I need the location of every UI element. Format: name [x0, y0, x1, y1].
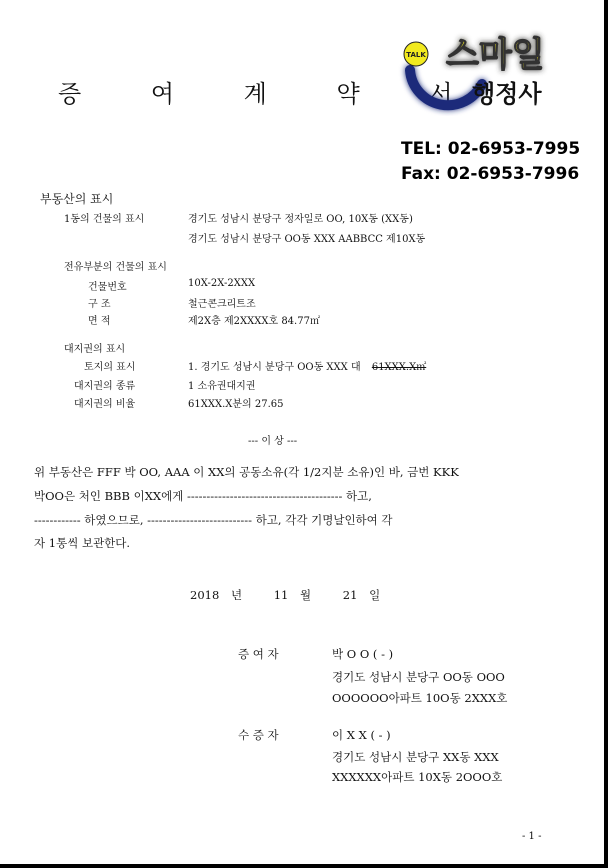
donor-address-2: OOOOOO아파트 10O동 2XXX호 [332, 691, 508, 705]
land-heading: 대지권의 표시 [64, 344, 126, 355]
date-year-unit: 년 [230, 588, 243, 602]
building-label: 1동의 건물의 표시 [64, 214, 145, 225]
end-marker: --- 이 상 --- [248, 436, 298, 447]
unit-row-value: 제2X층 제2XXXX호 84.77㎡ [188, 316, 320, 327]
land-row-value: 1 소유권대지권 [188, 381, 256, 392]
donee-name: 이 X X ( - ) [332, 728, 391, 742]
donee-address-1: 경기도 성남시 분당구 XX동 XXX [332, 750, 499, 764]
unit-row-value: 10X-2X-2XXX [188, 278, 256, 289]
unit-row-label: 구 조 [88, 299, 111, 310]
date-day-unit: 일 [369, 588, 381, 602]
body-line: ------------ 하였으므로, --------------------------- 하고, 각각 기명날인하여 각 [34, 513, 393, 527]
smile-logo-graphic [398, 28, 568, 126]
brand-name: 스마일 [446, 35, 545, 75]
land-row-value: 61XXX.X분의 27.65 [188, 399, 284, 410]
donor-label: 증 여 자 [238, 647, 279, 661]
building-line-1: 경기도 성남시 분당구 정자일로 OO, 10X동 (XX동) [188, 214, 413, 225]
unit-heading: 전유부분의 건물의 표시 [64, 262, 167, 273]
body-line: 자 1통씩 보관한다. [34, 536, 131, 550]
donor-address-1: 경기도 성남시 분당구 OO동 OOO [332, 670, 505, 684]
building-line-2: 경기도 성남시 분당구 OO동 XXX AABBCC 제10X동 [188, 234, 426, 245]
property-heading: 부동산의 표시 [40, 192, 114, 206]
fax-number: Fax: 02-6953-7996 [401, 164, 580, 184]
date-month-unit: 월 [300, 588, 312, 602]
land-row-label: 대지권의 비율 [74, 399, 136, 410]
unit-row-label: 건물번호 [88, 282, 127, 293]
unit-row-value: 철근콘크리트조 [188, 299, 256, 310]
donee-label: 수 증 자 [238, 728, 279, 742]
land-row-label: 대지권의 종류 [74, 381, 136, 392]
body-line: 위 부동산은 FFF 박 OO, AAA 이 XX의 공동소유(각 1/2지분 소유)인 바, 금번 KKK [34, 465, 459, 479]
date-year: 2018 [190, 588, 220, 602]
land-row-value-text: 1. 경기도 성남시 분당구 OO동 XXX 대 [188, 362, 361, 373]
contract-date [190, 587, 380, 603]
land-row-label: 토지의 표시 [84, 362, 136, 373]
brand-subtitle: 행정사 [472, 80, 542, 108]
donor-name: 박 O O ( - ) [332, 647, 394, 661]
document-title: 증 여 계 약 서 [58, 80, 484, 108]
talk-label: TALK [406, 51, 426, 59]
land-area-struck: 61XXX.X㎡ [371, 362, 427, 373]
body-line: 박OO은 처인 BBB 이XX에게 ---------------------------------------- 하고, [34, 489, 372, 503]
land-row-value [188, 358, 426, 373]
smile-logo [398, 28, 568, 126]
tel-number: TEL: 02-6953-7995 [401, 139, 581, 159]
date-day: 21 [342, 588, 358, 602]
date-month: 11 [273, 588, 289, 602]
donee-address-2: XXXXXX아파트 10X동 2OOO호 [332, 770, 503, 784]
page-number: - 1 - [522, 831, 542, 842]
unit-row-label: 면 적 [88, 316, 111, 327]
